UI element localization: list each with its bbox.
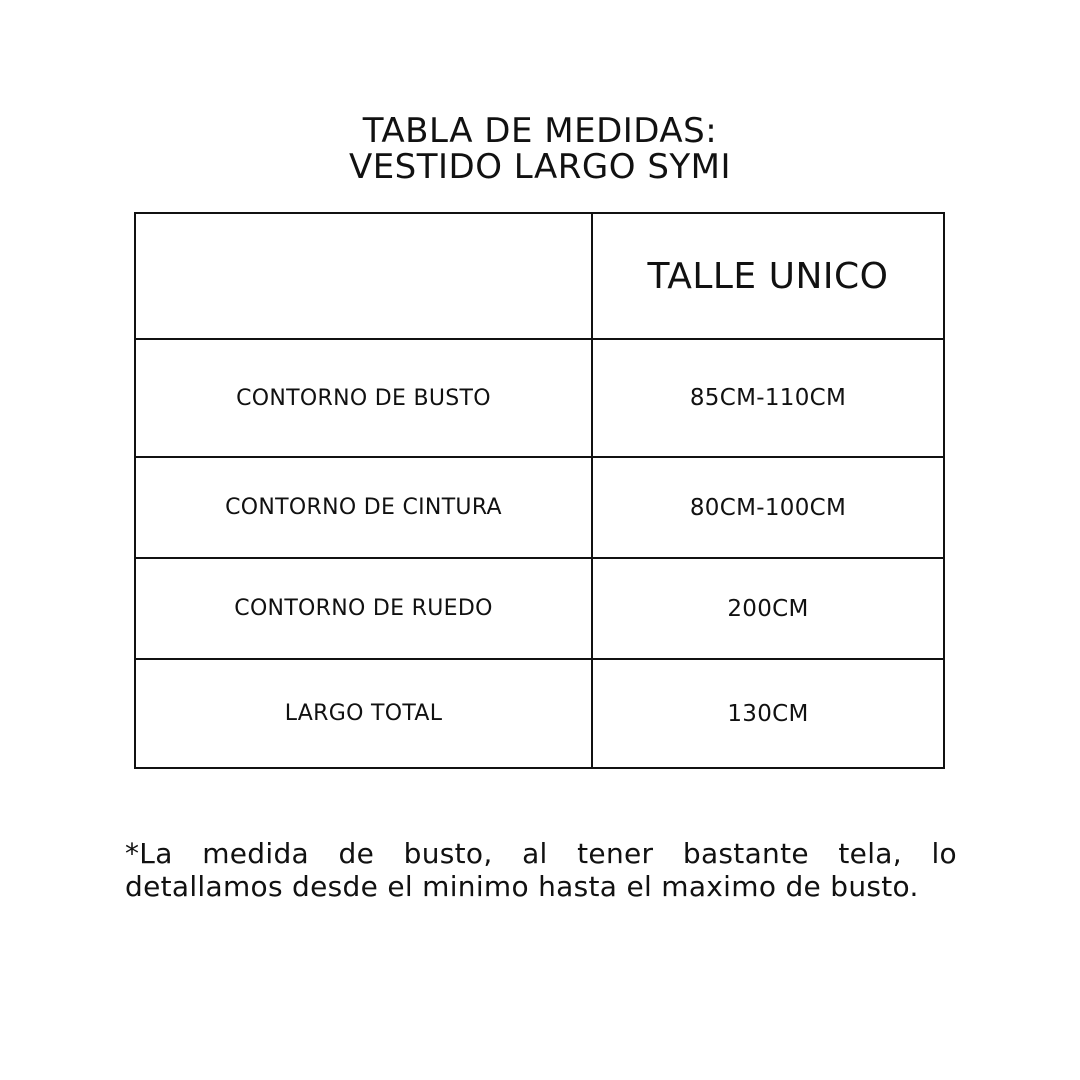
page-title — [0, 113, 1080, 185]
table-header-size-cell: TALLE UNICO — [592, 213, 944, 339]
title-line-1: TABLA DE MEDIDAS: — [362, 111, 718, 151]
table-row — [135, 659, 944, 768]
title-line-2: VESTIDO LARGO SYMI — [348, 147, 732, 187]
table-header-empty-cell — [135, 213, 592, 339]
measurement-value: 130CM — [592, 659, 944, 768]
table-row — [135, 457, 944, 558]
measurement-label: CONTORNO DE BUSTO — [135, 339, 592, 457]
footnote: *La medida de busto, al tener bastante tela, lo detallamos desde el minimo hasta el maximo de busto. — [125, 837, 957, 903]
measurement-label: CONTORNO DE CINTURA — [135, 457, 592, 558]
table-header-row — [135, 213, 944, 339]
measurement-value: 200CM — [592, 558, 944, 659]
table-row — [135, 558, 944, 659]
size-table — [134, 212, 945, 769]
measurement-value: 85CM-110CM — [592, 339, 944, 457]
table-row — [135, 339, 944, 457]
measurement-label: LARGO TOTAL — [135, 659, 592, 768]
measurement-label: CONTORNO DE RUEDO — [135, 558, 592, 659]
measurement-value: 80CM-100CM — [592, 457, 944, 558]
